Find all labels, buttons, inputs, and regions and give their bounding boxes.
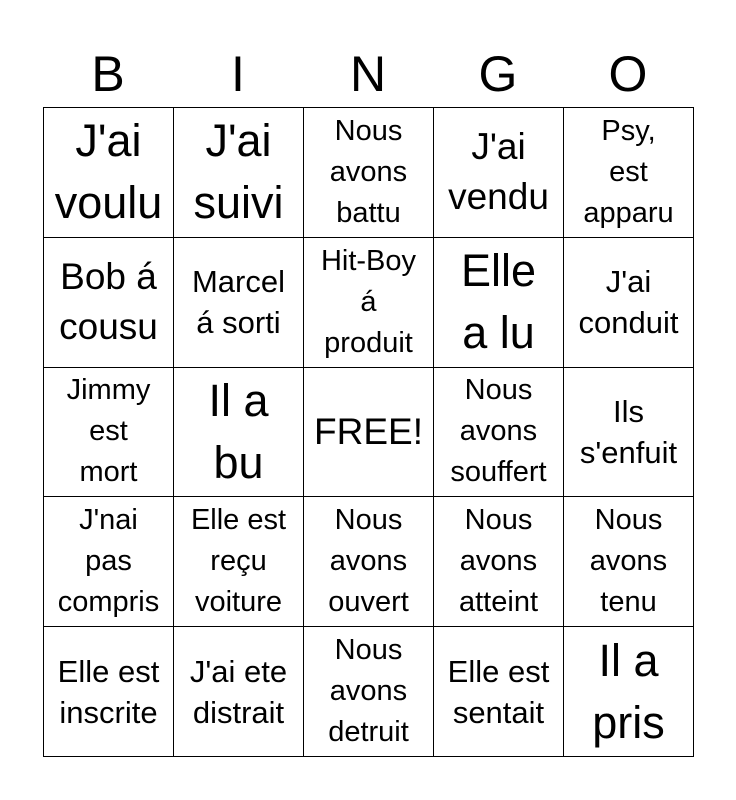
cell-label [314,407,423,457]
cell-line: Il a [208,374,269,426]
cell-label [580,391,677,473]
cell-line: battu [336,196,401,229]
bingo-card [43,107,694,757]
cell-line: á [360,285,377,318]
cell-line: mort [79,456,138,489]
cell-label [448,122,549,222]
cell-line: produit [324,326,413,359]
header-letter-i: I [231,46,245,102]
cell-line: cousu [59,306,158,348]
cell-line: conduit [578,305,679,341]
bingo-cell[interactable] [564,108,694,238]
cell-label [55,110,163,234]
cell-label [592,630,665,754]
header-letter-o: O [608,46,648,102]
cell-line: est [89,415,128,448]
cell-label [58,500,160,623]
cell-line: J'ai [605,264,652,300]
cell-line: avons [459,545,538,578]
cell-label [330,111,407,234]
cell-line: vendu [448,176,549,218]
cell-line: detruit [328,716,409,749]
cell-line: Bob á [60,256,157,298]
cell-label [67,370,151,493]
bingo-cell[interactable] [44,238,174,368]
cell-line: suivi [193,177,284,229]
cell-label [190,651,287,733]
cell-line: avons [459,415,538,448]
bingo-cell[interactable] [564,238,694,368]
header-letter-n: N [349,46,387,102]
bingo-cell[interactable] [434,368,564,498]
cell-line: s'enfuit [579,434,678,470]
cell-line: avons [589,545,668,578]
cell-line: bu [213,436,264,488]
bingo-cell[interactable] [434,108,564,238]
cell-line: Nous [464,374,533,407]
bingo-cell[interactable] [304,497,434,627]
cell-label [193,110,283,234]
cell-line: inscrite [59,694,158,730]
bingo-cell[interactable] [174,368,304,498]
cell-line: a lu [462,307,535,359]
cell-label [208,370,268,494]
cell-line: Nous [464,504,533,537]
cell-label [579,261,679,343]
bingo-cell[interactable] [174,238,304,368]
cell-line: J'ai [471,126,526,168]
cell-line: Elle [460,245,537,297]
cell-line: voulu [54,177,163,229]
cell-line: J'nai [79,504,138,537]
cell-line: sentait [452,694,545,730]
cell-line: FREE! [314,410,423,452]
bingo-cell[interactable] [174,627,304,757]
bingo-cell[interactable] [564,627,694,757]
cell-label [461,240,536,364]
cell-line: reçu [210,545,267,578]
bingo-cell[interactable] [304,627,434,757]
cell-label [590,500,667,623]
cell-line: Nous [594,504,663,537]
cell-line: á sorti [196,305,281,341]
bingo-cell[interactable] [304,108,434,238]
cell-line: Elle est [447,653,550,689]
cell-line: tenu [600,586,657,619]
cell-line: Marcel [191,264,285,300]
bingo-cell[interactable] [434,238,564,368]
cell-line: pas [85,545,132,578]
cell-label [459,500,538,623]
cell-label [191,500,286,623]
bingo-cell[interactable] [434,497,564,627]
free-space-cell[interactable] [304,368,434,498]
bingo-cell[interactable] [564,497,694,627]
cell-label [59,252,158,352]
cell-label [321,241,416,364]
cell-line: atteint [459,586,538,619]
bingo-cell[interactable] [564,368,694,498]
cell-line: est [609,155,648,188]
cell-line: distrait [192,694,285,730]
cell-line: souffert [450,456,547,489]
cell-line: J'ai ete [189,653,288,689]
bingo-cell[interactable] [44,497,174,627]
bingo-cell[interactable] [174,497,304,627]
cell-line: avons [329,545,408,578]
cell-line: Hit-Boy [320,244,417,277]
cell-line: pris [592,696,665,748]
cell-line: avons [329,675,408,708]
cell-line: Nous [334,634,403,667]
cell-label [450,370,546,493]
cell-label [328,630,409,753]
cell-line: avons [329,155,408,188]
cell-line: Elle est [190,504,287,537]
cell-line: J'ai [75,115,142,167]
bingo-cell[interactable] [44,108,174,238]
header-letter-g: G [478,46,518,102]
cell-line: J'ai [205,115,272,167]
cell-line: Psy, [601,114,656,147]
bingo-cell[interactable] [44,368,174,498]
cell-line: Nous [334,114,403,147]
cell-label [192,261,285,343]
cell-label [58,651,160,733]
cell-line: apparu [583,196,674,229]
cell-line: Jimmy [66,374,151,407]
cell-label [583,111,673,234]
cell-line: voiture [194,586,283,619]
cell-line: compris [57,586,160,619]
cell-line: Ils [612,393,644,429]
cell-line: ouvert [328,586,409,619]
bingo-cell[interactable] [174,108,304,238]
cell-label [328,500,409,623]
bingo-cell[interactable] [434,627,564,757]
bingo-cell[interactable] [44,627,174,757]
bingo-header [43,42,693,106]
bingo-cell[interactable] [304,238,434,368]
cell-line: Il a [598,634,659,686]
cell-line: Elle est [57,653,160,689]
header-letter-b: B [91,46,125,102]
cell-label [448,651,550,733]
cell-line: Nous [334,504,403,537]
